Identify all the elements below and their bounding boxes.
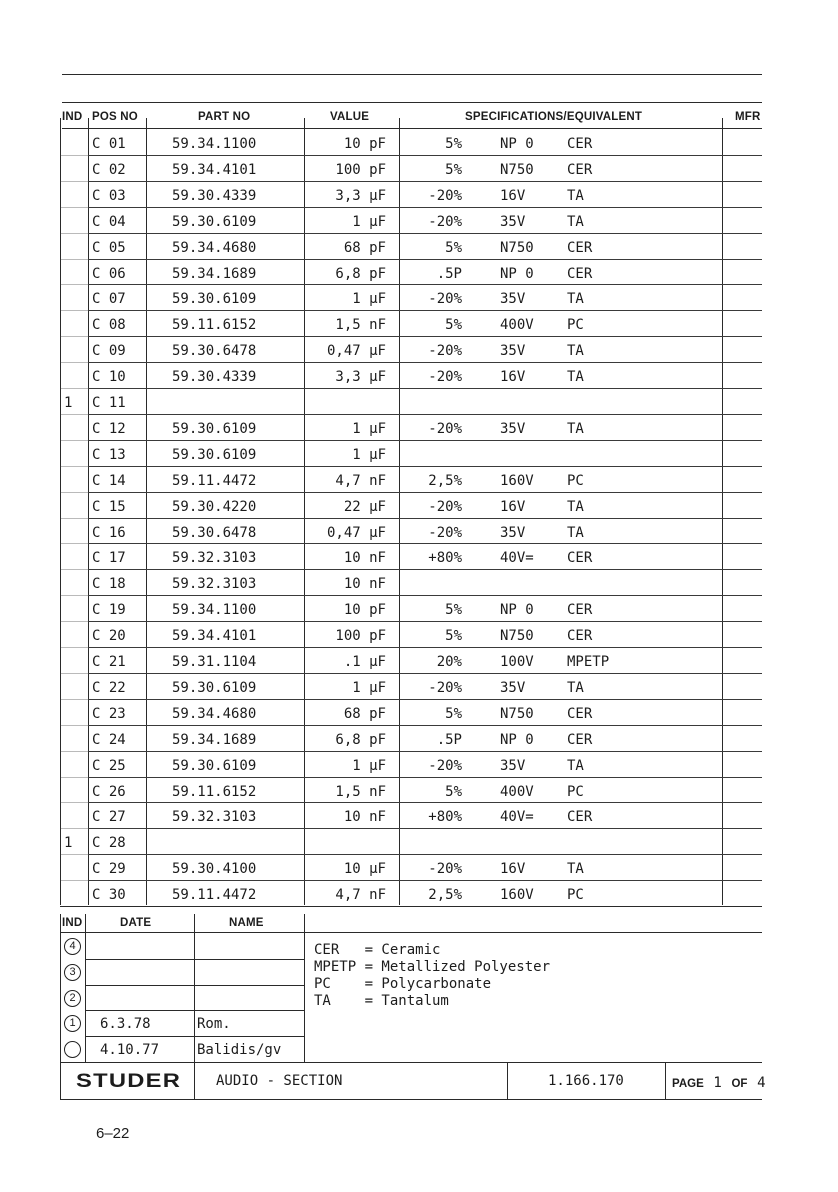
- row-type: TA: [567, 861, 584, 878]
- header-part-no: PART NO: [198, 111, 251, 123]
- row-type: TA: [567, 679, 584, 696]
- row-tolerance: -20%: [428, 861, 462, 878]
- row-part-no: 59.30.6109: [172, 446, 257, 463]
- row-divider: [88, 880, 762, 881]
- row-divider: [88, 362, 762, 363]
- revision-row-divider: [85, 1036, 304, 1037]
- header-ind: IND: [62, 111, 83, 123]
- row-value: 10 nF: [343, 576, 386, 593]
- row-divider: [88, 310, 762, 311]
- row-value: 100 pF: [335, 161, 386, 178]
- row-tolerance: 5%: [445, 705, 462, 722]
- row-value: 1,5 nF: [335, 783, 386, 800]
- row-type: CER: [567, 239, 593, 256]
- row-tolerance: -20%: [428, 679, 462, 696]
- ind-divider: [60, 543, 88, 544]
- row-rating: N750: [500, 239, 534, 256]
- row-part-no: 59.30.4339: [172, 187, 257, 204]
- row-pos-no: C 03: [92, 187, 126, 204]
- header-pos-no: POS NO: [92, 111, 138, 123]
- rev-header-rule: [60, 932, 762, 933]
- ind-divider: [60, 699, 88, 700]
- row-value: 10 µF: [343, 861, 386, 878]
- row-part-no: 59.34.4680: [172, 705, 257, 722]
- row-part-no: 59.11.6152: [172, 783, 257, 800]
- ind-divider: [60, 569, 88, 570]
- ind-divider: [60, 466, 88, 467]
- row-rating: 16V: [500, 498, 526, 515]
- rev-header-date: DATE: [120, 917, 152, 929]
- ind-divider: [60, 207, 88, 208]
- row-rating: NP 0: [500, 602, 534, 619]
- row-pos-no: C 08: [92, 317, 126, 334]
- row-type: CER: [567, 136, 593, 152]
- footer-line-doc: [665, 1062, 666, 1100]
- row-value: 10 nF: [343, 809, 386, 826]
- of-label: OF: [731, 1078, 748, 1090]
- row-part-no: 59.30.6109: [172, 420, 257, 437]
- rev-line-ind: [85, 914, 86, 1062]
- ind-divider: [60, 751, 88, 752]
- row-rating: NP 0: [500, 136, 534, 152]
- row-divider: [88, 155, 762, 156]
- row-divider: [88, 492, 762, 493]
- ind-divider: [60, 284, 88, 285]
- row-divider: [88, 388, 762, 389]
- row-part-no: 59.34.4101: [172, 161, 257, 178]
- row-pos-no: C 28: [92, 835, 126, 852]
- row-divider: [88, 518, 762, 519]
- row-pos-no: C 11: [92, 395, 126, 411]
- row-divider: [88, 777, 762, 778]
- row-value: 68 pF: [343, 705, 386, 722]
- row-ind: 1: [64, 835, 73, 852]
- row-rating: 160V: [500, 472, 534, 489]
- row-type: MPETP: [567, 654, 610, 670]
- row-tolerance: 5%: [445, 317, 462, 334]
- row-divider: [88, 336, 762, 337]
- row-rating: 40V=: [500, 809, 534, 826]
- ind-divider: [60, 440, 88, 441]
- row-rating: 35V: [500, 343, 526, 360]
- row-part-no: 59.34.1100: [172, 602, 257, 619]
- row-divider: [88, 259, 762, 260]
- row-pos-no: C 27: [92, 809, 126, 826]
- row-value: 0,47 µF: [326, 524, 386, 541]
- row-divider: [88, 595, 762, 596]
- row-tolerance: -20%: [428, 420, 462, 437]
- ind-divider: [60, 388, 88, 389]
- legend-mpetp: MPETP = Metallized Polyester: [314, 959, 551, 975]
- row-rating: 100V: [500, 654, 534, 670]
- footer-line-section: [507, 1062, 508, 1100]
- row-rating: 160V: [500, 887, 534, 904]
- row-pos-no: C 09: [92, 343, 126, 360]
- revision-index-circle: 1: [64, 1015, 81, 1032]
- row-part-no: 59.34.1689: [172, 731, 257, 748]
- row-tolerance: 2,5%: [428, 472, 462, 489]
- row-type: CER: [567, 550, 593, 567]
- row-type: PC: [567, 472, 584, 489]
- row-pos-no: C 14: [92, 472, 126, 489]
- revision-date: 6.3.78: [100, 1016, 151, 1033]
- row-type: TA: [567, 343, 584, 360]
- row-tolerance: 5%: [445, 783, 462, 800]
- row-pos-no: C 16: [92, 524, 126, 541]
- row-ind: 1: [64, 395, 73, 411]
- row-pos-no: C 29: [92, 861, 126, 878]
- ind-divider: [60, 777, 88, 778]
- row-part-no: 59.11.4472: [172, 472, 257, 489]
- row-divider: [88, 207, 762, 208]
- row-value: 1 µF: [352, 446, 386, 463]
- row-part-no: 59.32.3103: [172, 576, 257, 593]
- row-pos-no: C 17: [92, 550, 126, 567]
- row-divider: [88, 725, 762, 726]
- ind-divider: [60, 621, 88, 622]
- row-pos-no: C 07: [92, 291, 126, 308]
- row-tolerance: 5%: [445, 136, 462, 152]
- ind-divider: [60, 518, 88, 519]
- row-type: TA: [567, 369, 584, 386]
- row-rating: 35V: [500, 213, 526, 230]
- row-part-no: 59.11.4472: [172, 887, 257, 904]
- row-rating: 35V: [500, 291, 526, 308]
- row-part-no: 59.30.4220: [172, 498, 257, 515]
- rev-line-date: [194, 914, 195, 1062]
- row-tolerance: 5%: [445, 161, 462, 178]
- row-part-no: 59.34.4101: [172, 628, 257, 645]
- row-value: 68 pF: [343, 239, 386, 256]
- row-value: 6,8 pF: [335, 731, 386, 748]
- ind-divider: [60, 880, 88, 881]
- row-rating: N750: [500, 705, 534, 722]
- revision-name: Balidis/gv: [197, 1042, 282, 1059]
- row-type: CER: [567, 602, 593, 619]
- legend-ta: TA = Tantalum: [314, 993, 449, 1009]
- row-tolerance: .5P: [436, 265, 462, 282]
- ind-divider: [60, 233, 88, 234]
- ind-divider: [60, 336, 88, 337]
- row-divider: [88, 233, 762, 234]
- row-tolerance: 20%: [436, 654, 462, 670]
- ind-divider: [60, 828, 88, 829]
- row-rating: 35V: [500, 757, 526, 774]
- revision-name: Rom.: [197, 1016, 231, 1033]
- row-tolerance: 5%: [445, 239, 462, 256]
- row-pos-no: C 21: [92, 654, 126, 670]
- row-type: TA: [567, 291, 584, 308]
- row-part-no: 59.30.6109: [172, 679, 257, 696]
- row-part-no: 59.30.6478: [172, 343, 257, 360]
- footer-top-rule: [60, 1062, 762, 1063]
- ind-divider: [60, 854, 88, 855]
- col-line-ind-left: [60, 118, 61, 905]
- row-value: 10 nF: [343, 550, 386, 567]
- row-type: TA: [567, 420, 584, 437]
- row-part-no: 59.34.1100: [172, 136, 257, 152]
- header-bottom-rule: [62, 128, 762, 129]
- row-rating: 35V: [500, 524, 526, 541]
- row-value: 100 pF: [335, 628, 386, 645]
- row-type: CER: [567, 265, 593, 282]
- row-value: 3,3 µF: [335, 369, 386, 386]
- row-divider: [88, 828, 762, 829]
- row-rating: 35V: [500, 420, 526, 437]
- table-bottom-rule: [60, 906, 762, 907]
- ind-divider: [60, 725, 88, 726]
- row-type: TA: [567, 187, 584, 204]
- row-divider: [88, 414, 762, 415]
- row-value: 1,5 nF: [335, 317, 386, 334]
- header-specs: SPECIFICATIONS/EQUIVALENT: [465, 111, 643, 123]
- row-part-no: 59.30.4339: [172, 369, 257, 386]
- col-line-mfr: [722, 118, 723, 905]
- row-tolerance: 5%: [445, 628, 462, 645]
- row-pos-no: C 15: [92, 498, 126, 515]
- header-value: VALUE: [330, 111, 370, 123]
- ind-divider: [60, 181, 88, 182]
- rev-header-name: NAME: [229, 917, 264, 929]
- row-part-no: 59.34.4680: [172, 239, 257, 256]
- row-divider: [88, 466, 762, 467]
- row-pos-no: C 19: [92, 602, 126, 619]
- row-rating: 16V: [500, 369, 526, 386]
- ind-divider: [60, 595, 88, 596]
- row-pos-no: C 06: [92, 265, 126, 282]
- rev-line-left: [60, 914, 61, 1062]
- row-pos-no: C 01: [92, 136, 126, 152]
- row-value: 4,7 nF: [335, 472, 386, 489]
- col-line-part: [146, 118, 147, 905]
- row-tolerance: -20%: [428, 291, 462, 308]
- revision-index-circle: [64, 1041, 81, 1058]
- row-divider: [88, 621, 762, 622]
- row-value: 1 µF: [352, 679, 386, 696]
- row-part-no: 59.30.4100: [172, 861, 257, 878]
- row-divider: [88, 543, 762, 544]
- revision-index-circle: 3: [64, 964, 81, 981]
- row-tolerance: -20%: [428, 757, 462, 774]
- footer-section: AUDIO - SECTION: [216, 1073, 343, 1089]
- row-pos-no: C 05: [92, 239, 126, 256]
- row-divider: [88, 284, 762, 285]
- row-type: CER: [567, 809, 593, 826]
- row-tolerance: +80%: [428, 809, 462, 826]
- revision-index-circle: 4: [64, 938, 81, 955]
- row-pos-no: C 26: [92, 783, 126, 800]
- row-divider: [88, 673, 762, 674]
- row-type: PC: [567, 317, 584, 334]
- row-divider: [88, 751, 762, 752]
- row-rating: NP 0: [500, 265, 534, 282]
- row-type: CER: [567, 705, 593, 722]
- footer-line-left: [60, 1062, 61, 1100]
- row-type: CER: [567, 731, 593, 748]
- row-divider: [88, 647, 762, 648]
- row-pos-no: C 12: [92, 420, 126, 437]
- row-tolerance: .5P: [436, 731, 462, 748]
- row-rating: 40V=: [500, 550, 534, 567]
- row-tolerance: +80%: [428, 550, 462, 567]
- row-tolerance: -20%: [428, 213, 462, 230]
- row-divider: [88, 699, 762, 700]
- revision-index-circle: 2: [64, 990, 81, 1007]
- row-tolerance: -20%: [428, 187, 462, 204]
- row-value: 6,8 pF: [335, 265, 386, 282]
- row-pos-no: C 22: [92, 679, 126, 696]
- row-value: 4,7 nF: [335, 887, 386, 904]
- row-type: TA: [567, 757, 584, 774]
- row-part-no: 59.30.6109: [172, 291, 257, 308]
- row-divider: [88, 181, 762, 182]
- row-part-no: 59.32.3103: [172, 550, 257, 567]
- row-part-no: 59.30.6109: [172, 757, 257, 774]
- row-pos-no: C 30: [92, 887, 126, 904]
- row-value: 3,3 µF: [335, 187, 386, 204]
- row-pos-no: C 18: [92, 576, 126, 593]
- row-value: 1 µF: [352, 213, 386, 230]
- row-value: .1 µF: [343, 654, 386, 670]
- row-pos-no: C 23: [92, 705, 126, 722]
- footer-page: [672, 1072, 766, 1091]
- row-pos-no: C 13: [92, 446, 126, 463]
- row-value: 0,47 µF: [326, 343, 386, 360]
- revision-row-divider: [85, 1010, 304, 1011]
- row-value: 10 pF: [343, 602, 386, 619]
- row-type: TA: [567, 524, 584, 541]
- row-tolerance: 5%: [445, 602, 462, 619]
- row-type: PC: [567, 887, 584, 904]
- row-divider: [88, 802, 762, 803]
- ind-divider: [60, 647, 88, 648]
- revision-row-divider: [85, 959, 304, 960]
- row-tolerance: 2,5%: [428, 887, 462, 904]
- row-value: 1 µF: [352, 757, 386, 774]
- rev-header-ind: IND: [62, 917, 83, 929]
- row-value: 22 µF: [343, 498, 386, 515]
- legend-pc: PC = Polycarbonate: [314, 976, 492, 992]
- row-pos-no: C 24: [92, 731, 126, 748]
- row-divider: [88, 440, 762, 441]
- ind-divider: [60, 155, 88, 156]
- row-rating: NP 0: [500, 731, 534, 748]
- row-rating: 16V: [500, 861, 526, 878]
- studer-logo: STUDER: [76, 1071, 182, 1092]
- header-mfr: MFR: [735, 111, 761, 123]
- row-pos-no: C 10: [92, 369, 126, 386]
- row-rating: 400V: [500, 783, 534, 800]
- row-divider: [88, 854, 762, 855]
- row-tolerance: -20%: [428, 498, 462, 515]
- revision-row-divider: [85, 985, 304, 986]
- top-rule: [62, 74, 762, 75]
- page-label: PAGE: [672, 1078, 704, 1090]
- revision-date: 4.10.77: [100, 1042, 160, 1059]
- row-tolerance: -20%: [428, 524, 462, 541]
- page-number: 1: [713, 1075, 722, 1091]
- row-value: 1 µF: [352, 420, 386, 437]
- ind-divider: [60, 362, 88, 363]
- row-type: CER: [567, 628, 593, 645]
- row-type: PC: [567, 783, 584, 800]
- row-part-no: 59.11.6152: [172, 317, 257, 334]
- row-rating: 400V: [500, 317, 534, 334]
- ind-divider: [60, 414, 88, 415]
- header-top-rule: [62, 102, 762, 103]
- row-part-no: 59.30.6478: [172, 524, 257, 541]
- row-type: TA: [567, 213, 584, 230]
- col-line-pos: [88, 118, 89, 905]
- page-code: 6–22: [96, 1125, 130, 1142]
- rev-line-name: [304, 914, 305, 1062]
- row-rating: N750: [500, 161, 534, 178]
- ind-divider: [60, 310, 88, 311]
- row-part-no: 59.31.1104: [172, 654, 257, 670]
- row-tolerance: -20%: [428, 369, 462, 386]
- row-pos-no: C 20: [92, 628, 126, 645]
- row-type: TA: [567, 498, 584, 515]
- row-pos-no: C 25: [92, 757, 126, 774]
- footer-doc-number: 1.166.170: [548, 1073, 624, 1089]
- ind-divider: [60, 492, 88, 493]
- row-value: 1 µF: [352, 291, 386, 308]
- ind-divider: [60, 673, 88, 674]
- row-pos-no: C 02: [92, 161, 126, 178]
- page-total: 4: [757, 1075, 766, 1091]
- row-divider: [88, 569, 762, 570]
- legend-cer: CER = Ceramic: [314, 942, 441, 958]
- footer-bottom-rule: [60, 1099, 762, 1100]
- row-part-no: 59.30.6109: [172, 213, 257, 230]
- row-type: CER: [567, 161, 593, 178]
- ind-divider: [60, 802, 88, 803]
- row-part-no: 59.34.1689: [172, 265, 257, 282]
- row-value: 10 pF: [343, 136, 386, 152]
- row-tolerance: -20%: [428, 343, 462, 360]
- row-rating: 16V: [500, 187, 526, 204]
- footer-line-brand: [194, 1062, 195, 1100]
- row-pos-no: C 04: [92, 213, 126, 230]
- row-rating: 35V: [500, 679, 526, 696]
- row-part-no: 59.32.3103: [172, 809, 257, 826]
- row-rating: N750: [500, 628, 534, 645]
- ind-divider: [60, 259, 88, 260]
